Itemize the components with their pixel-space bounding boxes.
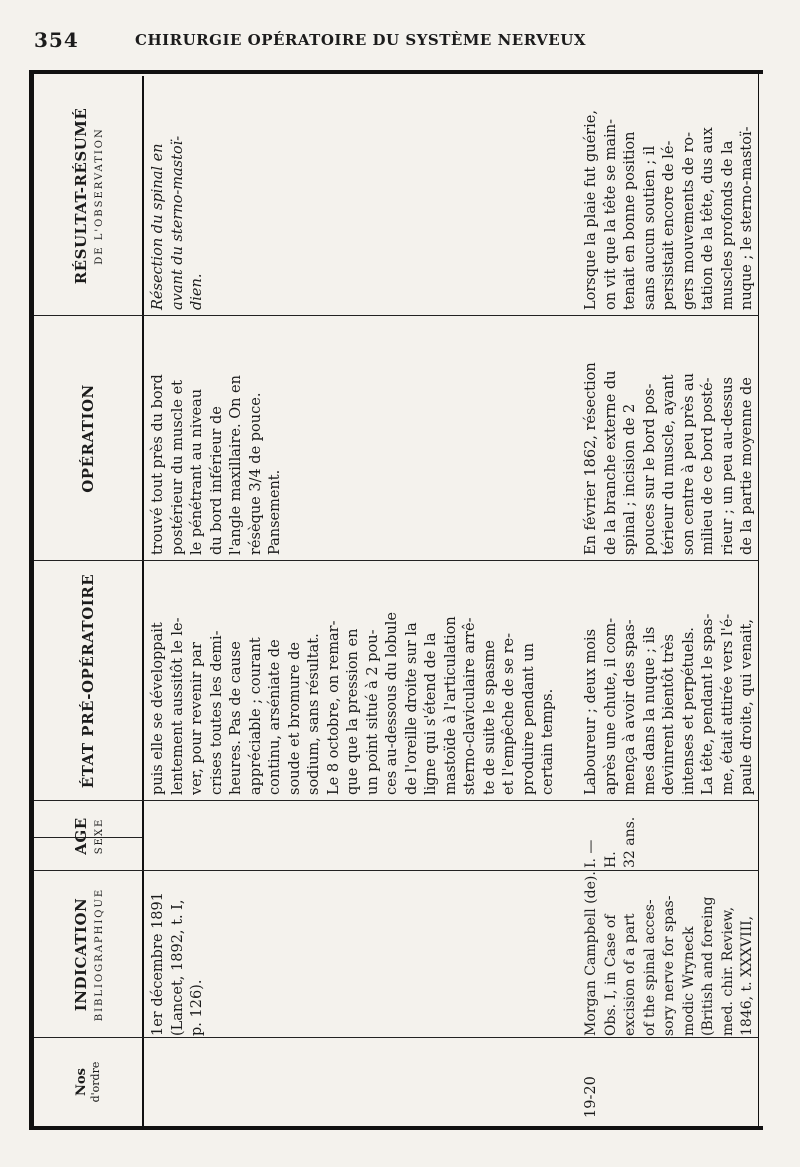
text-line: ligne qui s'étend de la (423, 632, 439, 795)
text-line: postérieur du muscle et (169, 379, 186, 555)
text-line: appréciable ; courant (247, 637, 264, 795)
header-indication (34, 871, 142, 1038)
header-indication-label: INDICATION (71, 897, 90, 1012)
row2-operation (582, 320, 758, 555)
row2-resultat (582, 82, 758, 310)
text-line: sterno-claviculaire arrê- (462, 617, 478, 795)
header-num-label: Nos (74, 1068, 89, 1096)
text-line: modic Wryneck (680, 926, 697, 1036)
header-resultat-sub: DE L'OBSERVATION (93, 127, 105, 265)
text-line: de la branche externe du (602, 370, 619, 555)
text-line: (British and foreing (700, 896, 716, 1036)
text-line: produire pendant un (520, 643, 537, 795)
column-divider (34, 560, 759, 561)
text-line: Obs. I, in Case of (602, 914, 619, 1036)
text-line: med. chir. Review, (719, 906, 736, 1036)
text-line: du bord inférieur de (208, 406, 225, 555)
header-etat (34, 561, 142, 801)
text-line: ver, pour revenir par (189, 642, 205, 795)
text-line: Pansement. (267, 469, 283, 555)
text-line: l'angle maxillaire. On en (228, 375, 244, 555)
text-line: térieur du muscle, ayant (661, 374, 677, 555)
row2-etat (582, 565, 758, 795)
text-line: pouces sur le bord pos- (641, 383, 658, 555)
header-num-sub: d'ordre (89, 1061, 102, 1103)
text-line: excision of a part (622, 913, 638, 1036)
text-line: mes dans la nuque ; ils (641, 626, 658, 795)
text-line: me, était attirée vers l'é- (719, 613, 736, 795)
text-line: soude et bromure de (286, 641, 303, 795)
header-age-label: AGE (71, 817, 90, 855)
text-line: son centre à peu près au (680, 372, 697, 555)
text-line: H. (602, 851, 619, 868)
text-line: heures. Pas de cause (228, 641, 244, 795)
text-line: un point situé à 2 pou- (364, 629, 381, 795)
text-line: gers mouvements de ro- (680, 131, 697, 310)
text-line: La tête, pendant le spas- (700, 613, 716, 795)
text-line: sory nerve for spas- (661, 895, 677, 1036)
table-top-rule (29, 70, 763, 74)
text-line: après une chute, il com- (602, 617, 619, 795)
text-line: tation de la tête, dus aux (700, 127, 716, 310)
text-line: sans aucun soutien ; il (641, 145, 658, 310)
text-line: trouvé tout près du bord (150, 374, 166, 555)
text-line: I. — (583, 839, 599, 868)
column-divider (34, 1037, 759, 1038)
header-separator (142, 76, 144, 1126)
row2-age (582, 802, 641, 868)
text-line: 1846, t. XXXVIII, (739, 915, 755, 1036)
text-line: de l'oreille droite sur la (403, 622, 420, 795)
text-line: En février 1862, résection (583, 362, 599, 555)
text-line: paule droite, qui venait, (739, 619, 755, 795)
text-line: puis elle se développait (150, 622, 166, 795)
header-age-sub: SEXE (93, 817, 105, 855)
header-indication-sub: BIBLIOGRAPHIQUE (93, 887, 105, 1022)
text-line: certain temps. (540, 688, 556, 795)
text-line: Le 8 octobre, on remar- (325, 620, 342, 795)
text-line: spinal ; incision de 2 (622, 403, 638, 555)
text-line: Résection du spinal en (150, 143, 166, 310)
text-line: Morgan Campbell (de). (583, 871, 599, 1036)
text-line: 32 ans. (622, 816, 638, 868)
row1-etat (149, 565, 559, 795)
column-divider (34, 870, 759, 871)
text-line: de la partie moyenne de (739, 377, 755, 555)
header-age (34, 801, 142, 871)
row1-indication (149, 876, 208, 1036)
text-line: (Lancet, 1892, t. I, (169, 899, 186, 1036)
text-line: lentement aussitôt le le- (169, 617, 186, 795)
header-resultat (34, 76, 142, 316)
text-line: of the spinal acces- (641, 899, 658, 1036)
text-line: dien. (189, 273, 205, 310)
rotated-table (34, 76, 759, 1126)
page-number: 354 (34, 28, 79, 52)
text-line: muscles profonds de la (719, 140, 736, 310)
text-line: crises toutes les demi- (208, 630, 225, 795)
running-head: CHIRURGIE OPÉRATOIRE DU SYSTÈME NERVEUX (135, 31, 586, 49)
column-divider (34, 800, 759, 801)
header-operation (34, 316, 142, 561)
header-operation-label: OPÉRATION (79, 384, 97, 493)
text-line: mastoïde à l'articulation (442, 616, 459, 795)
header-resultat-label: RÉSULTAT-RÉSUMÉ (71, 107, 90, 285)
text-line: on vit que la tête se main- (602, 119, 619, 310)
row1-operation (149, 320, 286, 555)
text-line: te de suite le spasme (481, 640, 498, 795)
text-line: tenait en bonne position (622, 131, 638, 310)
text-line: résèque 3/4 de pouce. (247, 392, 264, 555)
row1-resultat (149, 82, 208, 310)
text-line: nuque ; le sterno-mastoï- (739, 126, 755, 310)
text-line: devinrent bientôt très (661, 634, 677, 795)
text-line: 19-20 (583, 1076, 599, 1118)
text-line: Lorsque la plaie fut guérie, (583, 110, 599, 310)
text-line: persistait encore de lé- (661, 140, 677, 310)
text-line: 1er décembre 1891 (150, 892, 166, 1036)
text-line: p. 126). (189, 979, 205, 1036)
text-line: ces au-dessous du lobule (384, 612, 400, 795)
text-line: le pénétrant au niveau (189, 388, 205, 555)
header-etat-label: ÉTAT PRÉ-OPÉRATOIRE (79, 573, 97, 789)
header-num (34, 1038, 142, 1126)
text-line: que que la pression en (345, 628, 361, 795)
column-divider (34, 315, 759, 316)
row2-indication (582, 871, 758, 1036)
text-line: et l'empêche de se re- (501, 633, 517, 795)
text-line: sodium, sans résultat. (306, 633, 322, 795)
text-line: Laboureur ; deux mois (583, 628, 599, 795)
text-line: intenses et perpétuels. (680, 627, 697, 795)
table-bottom-rule (29, 1126, 763, 1130)
text-line: avant du sterno-mastoï- (169, 135, 186, 310)
text-line: rieur ; un peu au-dessus (719, 376, 736, 555)
text-line: milieu de ce bord posté- (700, 377, 716, 555)
row2-num (582, 1040, 602, 1118)
text-line: mença à avoir des spas- (622, 619, 638, 795)
text-line: continu, arséniate de (267, 639, 283, 795)
